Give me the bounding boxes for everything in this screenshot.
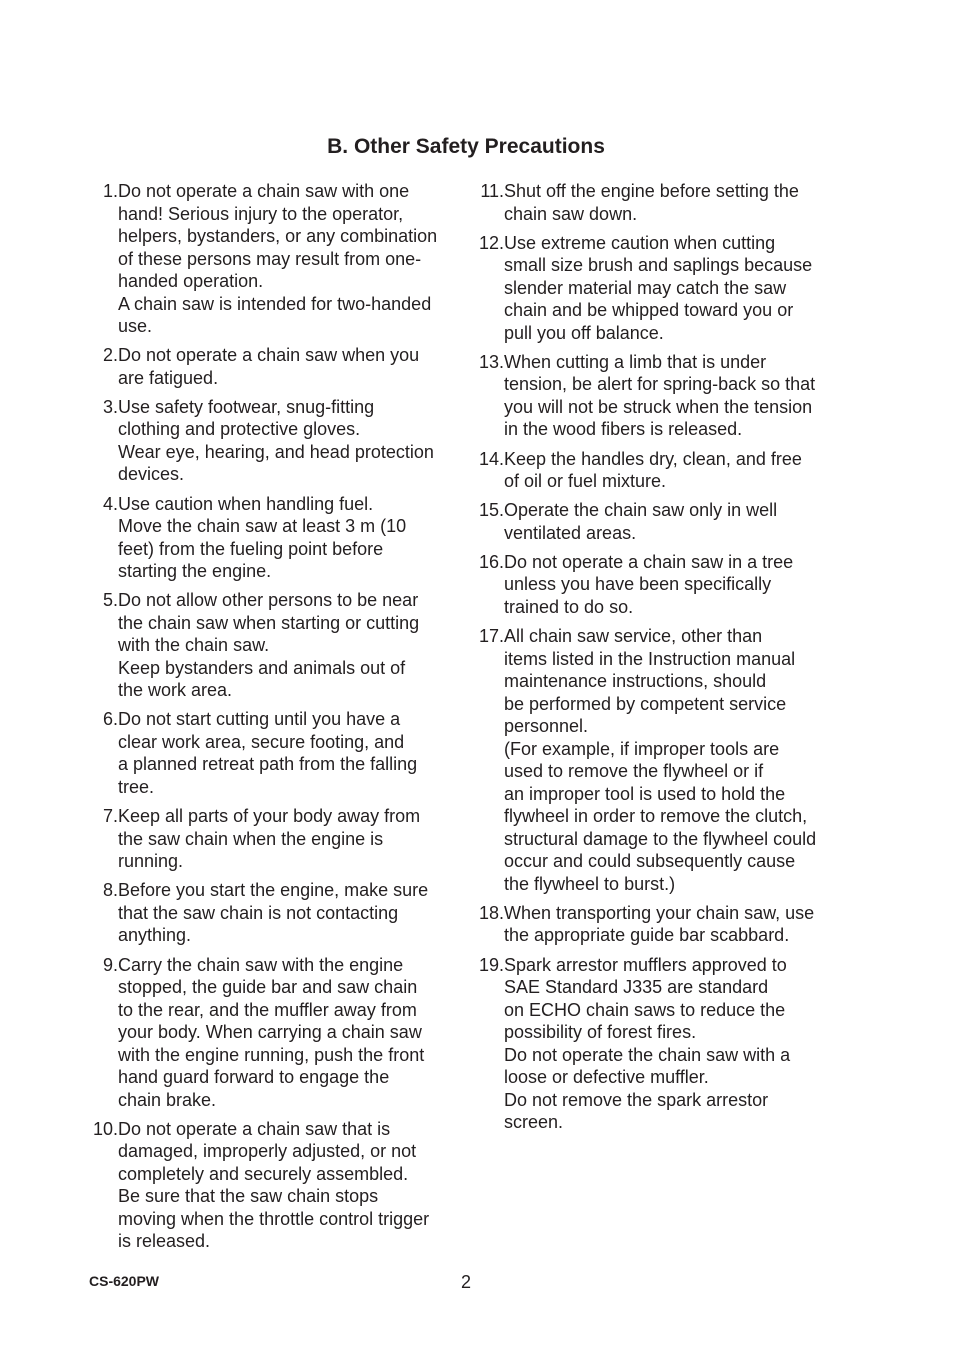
item-text-line: slender material may catch the saw <box>504 277 787 298</box>
precaution-item <box>88 344 458 389</box>
item-text <box>118 708 458 798</box>
item-text <box>504 625 842 895</box>
item-number: 4. <box>102 493 118 514</box>
item-text-line: maintenance instructions, should <box>504 671 767 692</box>
item-text-line: Operate the chain saw only in well <box>504 500 778 521</box>
precaution-item <box>88 805 458 873</box>
item-number: 17. <box>478 626 504 647</box>
item-text-line: of oil or fuel mixture. <box>504 471 667 492</box>
item-text <box>118 493 458 583</box>
precaution-item <box>88 954 458 1112</box>
item-text-line: Use caution when handling fuel. <box>118 493 374 514</box>
item-text-line: is released. <box>118 1231 211 1252</box>
item-text-line: screen. <box>504 1112 564 1132</box>
item-text-line: chain saw down. <box>504 203 638 224</box>
item-text-line: clothing and protective gloves. <box>118 419 361 440</box>
precaution-item <box>474 902 842 947</box>
precaution-item <box>474 954 842 1134</box>
item-text-line: with the chain saw. <box>118 635 270 656</box>
item-number: 15. <box>478 500 504 521</box>
item-text-line: possibility of forest fires. <box>504 1022 697 1042</box>
item-text-line: are fatigued. <box>118 367 219 388</box>
item-text-line: Do not remove the spark arrestor <box>504 1089 769 1110</box>
item-number: 14. <box>478 448 504 469</box>
precaution-item <box>474 180 842 225</box>
item-text-line: the flywheel to burst.) <box>504 873 676 894</box>
item-text-line: Keep bystanders and animals out of <box>118 657 406 678</box>
precaution-item <box>88 493 458 583</box>
item-number: 10. <box>92 1118 118 1139</box>
precaution-item <box>88 879 458 947</box>
item-text <box>118 396 458 486</box>
item-text-line: you will not be struck when the tension <box>504 396 813 417</box>
item-number: 16. <box>478 551 504 572</box>
item-text-line: SAE Standard J335 are standard <box>504 977 769 997</box>
item-text <box>118 589 458 702</box>
item-text-line: Spark arrestor mufflers approved to <box>504 954 787 975</box>
item-text-line: Keep all parts of your body away from <box>118 806 421 827</box>
item-text-line: devices. <box>118 464 185 485</box>
item-text-line: flywheel in order to remove the clutch, <box>504 806 808 827</box>
item-text-line: personnel. <box>504 716 589 737</box>
item-text-line: feet) from the fueling point before <box>118 538 384 559</box>
item-text-line: moving when the throttle control trigger <box>118 1208 430 1229</box>
item-text-line: ventilated areas. <box>504 522 637 543</box>
item-text-line: be performed by competent service <box>504 693 787 714</box>
item-text-line: Do not operate the chain saw with a <box>504 1044 791 1065</box>
item-text-line: occur and could subsequently cause <box>504 851 796 872</box>
item-text-line: hand! Serious injury to the operator, <box>118 203 404 224</box>
item-text-line: starting the engine. <box>118 561 272 582</box>
item-text-line: Do not operate a chain saw when you <box>118 345 420 366</box>
section-title: B. Other Safety Precautions <box>327 135 605 158</box>
item-text-line: to the rear, and the muffler away from <box>118 999 417 1020</box>
item-number: 9. <box>102 954 118 975</box>
item-text-line: tree. <box>118 776 155 797</box>
item-text <box>118 180 458 338</box>
right-column <box>474 180 842 1140</box>
item-text-line: Do not operate a chain saw in a tree <box>504 551 794 572</box>
item-text-line: (For example, if improper tools are <box>504 738 780 759</box>
item-text-line: Do not operate a chain saw with one <box>118 181 410 201</box>
item-text-line: small size brush and saplings because <box>504 255 813 276</box>
item-text-line: Do not allow other persons to be near <box>118 590 419 611</box>
item-text <box>504 180 842 225</box>
item-number: 2. <box>102 345 118 366</box>
item-number: 12. <box>478 232 504 253</box>
precaution-item <box>88 1118 458 1253</box>
item-text-line: with the engine running, push the front <box>118 1044 425 1065</box>
item-text-line: an improper tool is used to hold the <box>504 783 786 804</box>
item-text-line: Carry the chain saw with the engine <box>118 954 404 975</box>
item-text-line: the work area. <box>118 680 233 701</box>
item-text-line: a planned retreat path from the falling <box>118 754 418 775</box>
item-number: 1. <box>102 181 118 201</box>
precaution-item <box>88 589 458 702</box>
precaution-item <box>88 396 458 486</box>
item-number: 11. <box>480 181 504 201</box>
item-text <box>504 954 842 1134</box>
item-text <box>504 902 842 947</box>
item-text-line: structural damage to the flywheel could <box>504 828 817 849</box>
item-text-line: helpers, bystanders, or any combination <box>118 226 438 246</box>
item-text-line: Do not operate a chain saw that is <box>118 1118 391 1139</box>
precaution-item <box>474 625 842 895</box>
item-text-line: in the wood fibers is released. <box>504 419 743 440</box>
item-text-line: unless you have been specifically <box>504 574 772 595</box>
precaution-item <box>474 351 842 441</box>
item-text-line: the chain saw when starting or cutting <box>118 612 420 633</box>
item-text-line: on ECHO chain saws to reduce the <box>504 999 786 1020</box>
precaution-item <box>88 708 458 798</box>
item-text-line: All chain saw service, other than <box>504 626 763 647</box>
item-number: 7. <box>102 806 118 827</box>
item-text-line: clear work area, secure footing, and <box>118 731 405 752</box>
item-text-line: Use safety footwear, snug-fitting <box>118 396 375 417</box>
item-text-line: items listed in the Instruction manual <box>504 648 796 669</box>
item-number: 13. <box>478 351 504 372</box>
item-text-line: stopped, the guide bar and saw chain <box>118 977 418 997</box>
item-text-line: anything. <box>118 925 192 946</box>
item-text-line: the saw chain when the engine is <box>118 828 384 849</box>
item-text <box>118 344 458 389</box>
item-text-line: handed operation. <box>118 271 264 291</box>
item-text <box>504 551 842 619</box>
item-text-line: running. <box>118 851 184 872</box>
model-number: CS-620PW <box>89 1273 160 1289</box>
precaution-item <box>474 232 842 345</box>
item-text-line: Move the chain saw at least 3 m (10 <box>118 516 407 537</box>
item-text <box>118 1118 458 1253</box>
item-text-line: that the saw chain is not contacting <box>118 902 399 923</box>
item-text-line: Before you start the engine, make sure <box>118 880 429 901</box>
item-text-line: A chain saw is intended for two-handed <box>118 293 432 314</box>
item-text-line: Wear eye, hearing, and head protection <box>118 441 434 462</box>
precaution-item <box>474 499 842 544</box>
item-number: 8. <box>102 880 118 901</box>
item-text-line: your body. When carrying a chain saw <box>118 1022 422 1042</box>
item-text-line: use. <box>118 316 153 336</box>
item-text-line: completely and securely assembled. <box>118 1163 409 1184</box>
item-number: 18. <box>478 902 504 923</box>
item-text-line: trained to do so. <box>504 596 634 617</box>
item-text-line: loose or defective muffler. <box>504 1067 709 1087</box>
left-column <box>88 180 458 1259</box>
item-number: 3. <box>102 396 118 417</box>
precaution-item <box>474 448 842 493</box>
item-text <box>118 879 458 947</box>
item-text <box>504 499 842 544</box>
page-number: 2 <box>460 1272 471 1292</box>
item-text-line: used to remove the flywheel or if <box>504 761 764 782</box>
precaution-item <box>88 180 458 338</box>
item-text-line: chain and be whipped toward you or <box>504 300 794 321</box>
item-text-line: When cutting a limb that is under <box>504 351 767 372</box>
item-text-line: pull you off balance. <box>504 322 664 343</box>
item-text-line: Shut off the engine before setting the <box>504 181 799 201</box>
item-text-line: of these persons may result from one- <box>118 248 422 269</box>
item-text-line: tension, be alert for spring-back so that <box>504 374 816 395</box>
item-number: 6. <box>102 709 118 730</box>
item-text-line: Keep the handles dry, clean, and free <box>504 448 802 469</box>
item-text-line: Use extreme caution when cutting <box>504 232 776 253</box>
item-text <box>504 351 842 441</box>
item-text-line: When transporting your chain saw, use <box>504 902 815 923</box>
item-text <box>504 448 842 493</box>
item-text <box>504 232 842 345</box>
item-text-line: hand guard forward to engage the <box>118 1067 390 1087</box>
item-text-line: Be sure that the saw chain stops <box>118 1186 379 1207</box>
item-text-line: damaged, improperly adjusted, or not <box>118 1141 417 1162</box>
precaution-item <box>474 551 842 619</box>
item-number: 5. <box>102 590 118 611</box>
item-text <box>118 805 458 873</box>
item-text-line: the appropriate guide bar scabbard. <box>504 925 790 946</box>
item-text-line: Do not start cutting until you have a <box>118 709 401 730</box>
item-number: 19. <box>478 954 504 975</box>
item-text-line: chain brake. <box>118 1089 217 1110</box>
item-text <box>118 954 458 1112</box>
